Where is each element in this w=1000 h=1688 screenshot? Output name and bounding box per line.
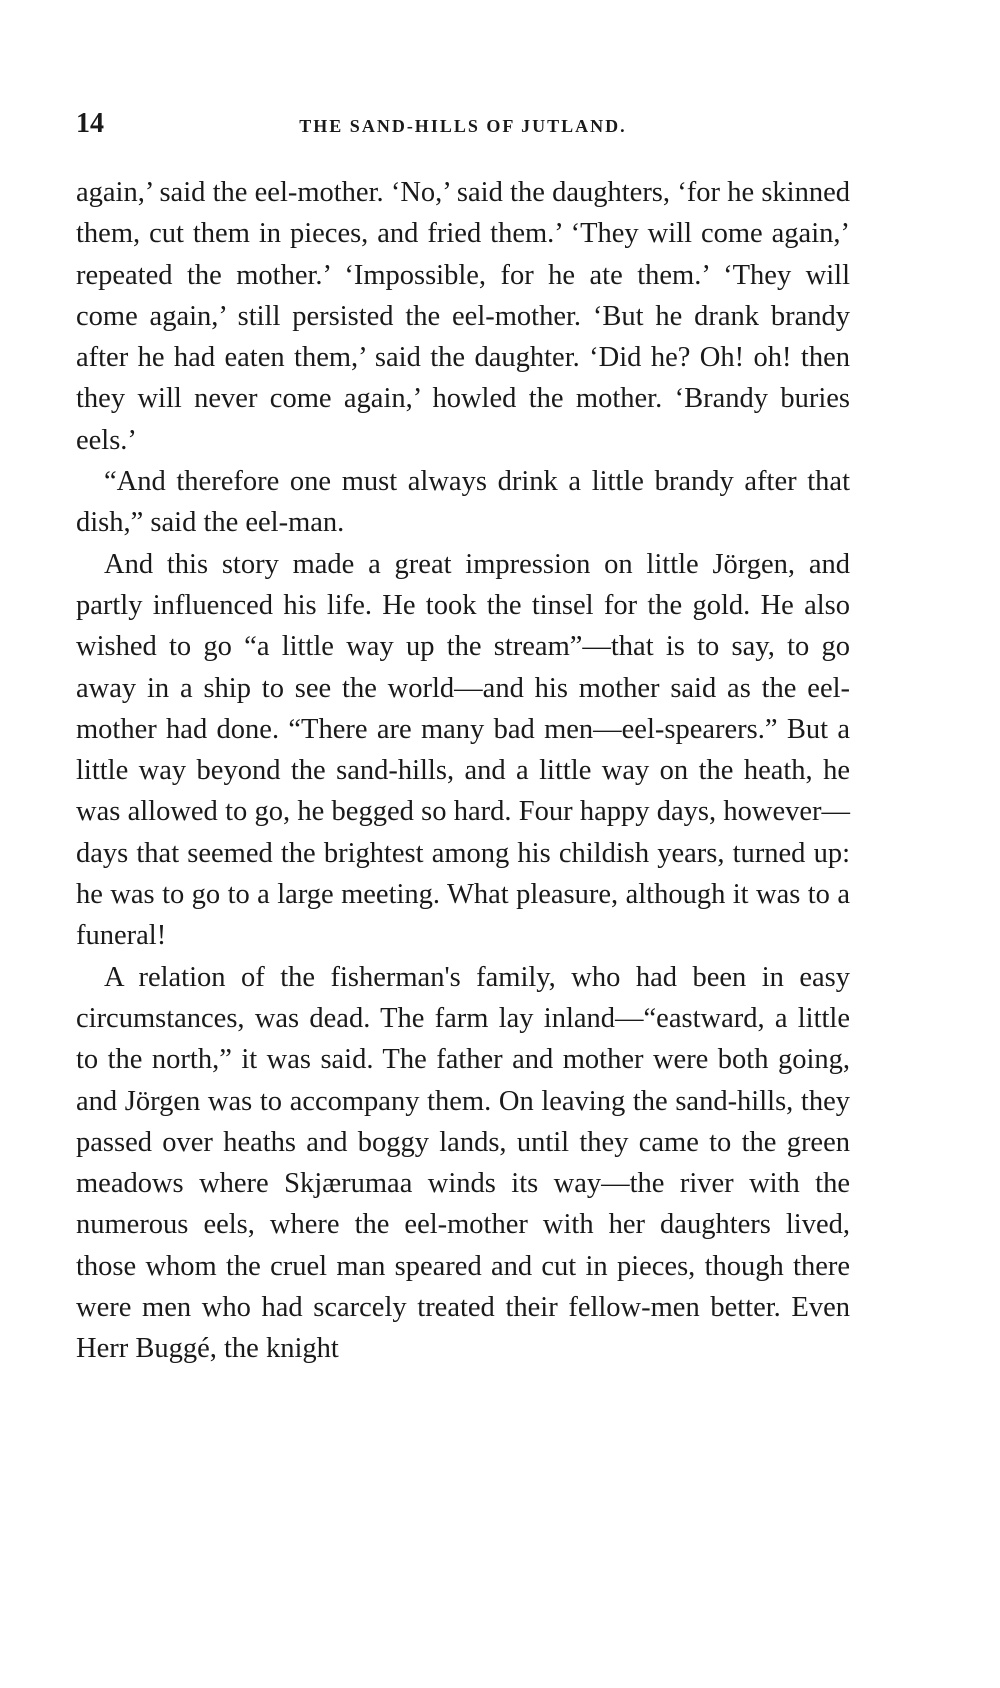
running-title: THE SAND-HILLS OF JUTLAND. xyxy=(299,116,627,136)
paragraph-continuation: again,’ said the eel-mother. ‘No,’ said the daughters, ‘for he skinned them, cut them in pieces, and fried them.’ ‘They will come again,’ repeated the mother.’ ‘Impossible, for he ate them.’ ‘They will come again,’ still persisted the eel-mother. ‘But he drank brandy after he had eaten them,’ said the daughter. ‘Did he? Oh! oh! then they will never come again,’ howled the mother. ‘Brandy buries eels.’ xyxy=(76,177,850,456)
paragraph: And this story made a great impression on little Jörgen, and partly influenced his life. He took the tinsel for the gold. He also wished to go “a little way up the stream”—that is to say, to go away in a ship to see the world—and his mother said as the eel-mother had done. “There are many bad men—eel-spearers.” But a little way beyond the sand-hills, and a little way on the heath, he was allowed to go, he begged so hard. Four happy days, however—days that seemed the brightest among his childish years, turned up: he was to go to a large meeting. What pleasure, although it was to a funeral! xyxy=(76,548,850,952)
running-head xyxy=(76,108,850,148)
book-page xyxy=(76,108,850,1370)
page-number: 14 xyxy=(76,108,104,139)
body-text xyxy=(76,172,850,1370)
paragraph: “And therefore one must always drink a little brandy after that dish,” said the eel-man. xyxy=(76,466,850,539)
paragraph: A relation of the fisherman's family, who had been in easy circumstances, was dead. The farm lay inland—“eastward, a little to the north,” it was said. The father and mother were both going, and Jörgen was to accompany them. On leaving the sand-hills, they passed over heaths and boggy lands, until they came to the green meadows where Skjærumaa winds its way—the river with the numerous eels, where the eel-mother with her daughters lived, those whom the cruel man speared and cut in pieces, though there were men who had scarcely treated their fellow-men better. Even Herr Buggé, the knight xyxy=(76,961,850,1365)
